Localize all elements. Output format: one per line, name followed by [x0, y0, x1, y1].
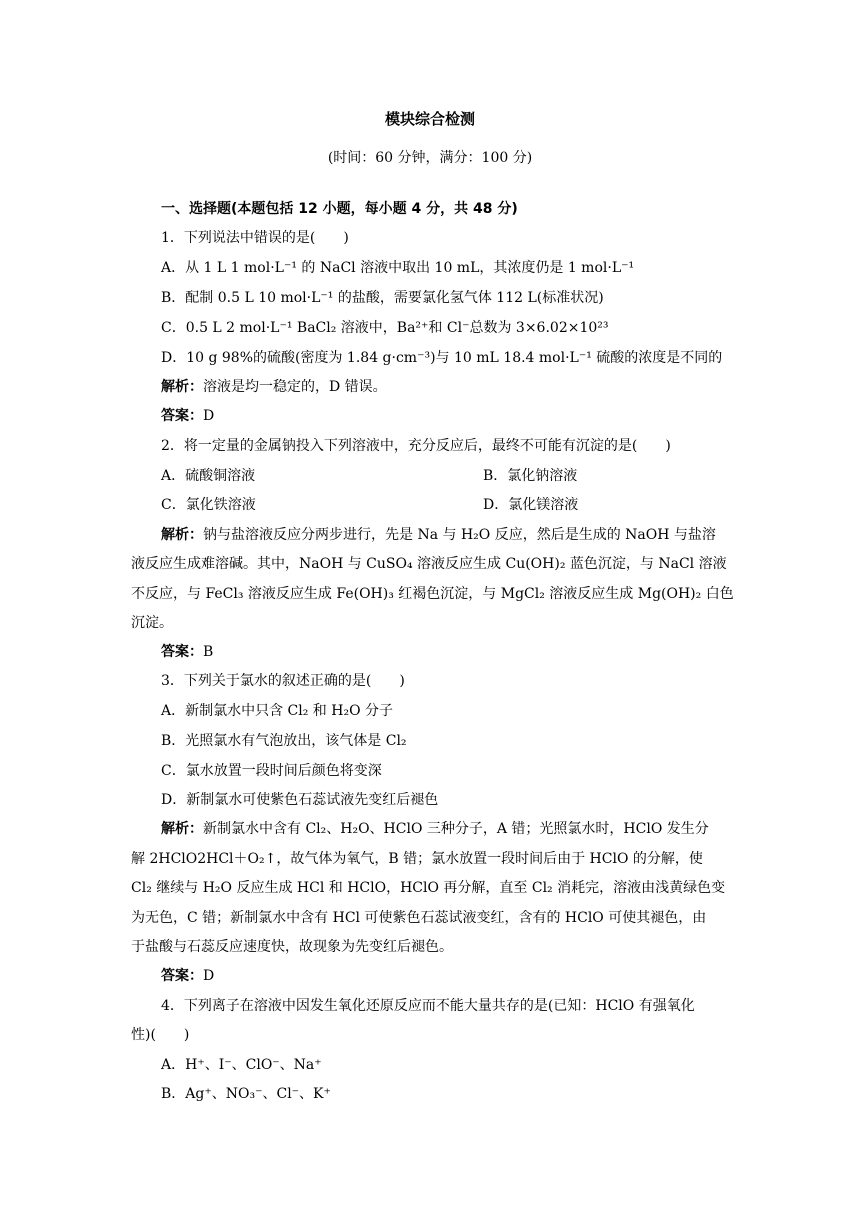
- q1-analysis: [161, 377, 387, 397]
- q3-option-b: B．光照氯水有气泡放出，该气体是 Cl₂: [161, 733, 407, 749]
- q4-option-b: B．Ag⁺、NO₃⁻、Cl⁻、K⁺: [161, 1086, 331, 1102]
- q2-stem: 2．将一定量的金属钠投入下列溶液中，充分反应后，最终不可能有沉淀的是( ): [161, 438, 671, 454]
- answer-value: D: [203, 408, 215, 424]
- q3-answer: [161, 966, 214, 986]
- analysis-text: 溶液是均一稳定的，D 错误。: [203, 379, 387, 395]
- q3-option-d: D．新制氯水可使紫色石蕊试液先变红后褪色: [161, 792, 439, 808]
- q1-answer: [161, 406, 214, 426]
- answer-label: 答案：: [161, 644, 203, 660]
- analysis-text: 钠与盐溶液反应分两步进行，先是 Na 与 H₂O 反应，然后是生成的 NaOH 与盐溶: [203, 527, 716, 543]
- q2-option-a: A．硫酸铜溶液: [161, 468, 256, 484]
- q1-option-a: A．从 1 L 1 mol·L⁻¹ 的 NaCl 溶液中取出 10 mL，其浓度仍是 1 mol·L⁻¹: [161, 260, 635, 276]
- answer-value: B: [203, 644, 214, 660]
- page-title: 模块综合检测: [384, 110, 475, 128]
- section-heading: 一、选择题(本题包括 12 小题，每小题 4 分，共 48 分): [161, 201, 518, 217]
- q2-answer: [161, 642, 213, 662]
- answer-label: 答案：: [161, 968, 203, 984]
- q3-analysis-line-5: 于盐酸与石蕊反应速度快，故现象为先变红后褪色。: [131, 939, 453, 955]
- analysis-text: 新制氯水中含有 Cl₂、H₂O、HClO 三种分子，A 错；光照氯水时，HClO 发生分: [203, 821, 709, 837]
- analysis-label: 解析：: [161, 379, 203, 395]
- answer-label: 答案：: [161, 408, 203, 424]
- answer-value: D: [203, 968, 215, 984]
- analysis-label: 解析：: [161, 527, 203, 543]
- q3-option-c: C．氯水放置一段时间后颜色将变深: [161, 763, 382, 779]
- q3-analysis-line-3: Cl₂ 继续与 H₂O 反应生成 HCl 和 HClO，HClO 再分解，直至 Cl₂ 消耗完，溶液由浅黄绿色变: [131, 880, 726, 896]
- q3-stem: 3．下列关于氯水的叙述正确的是( ): [161, 673, 405, 689]
- q1-option-c: C．0.5 L 2 mol·L⁻¹ BaCl₂ 溶液中，Ba²⁺和 Cl⁻总数为 3×6.02×10²³: [161, 320, 609, 336]
- q2-analysis-line-3: 不反应，与 FeCl₃ 溶液反应生成 Fe(OH)₃ 红褐色沉淀，与 MgCl₂ 溶液反应生成 Mg(OH)₂ 白色: [131, 586, 734, 602]
- q2-analysis-line-4: 沉淀。: [131, 615, 173, 631]
- q2-analysis-line-1: [161, 525, 716, 545]
- q3-analysis-line-4: 为无色，C 错；新制氯水中含有 HCl 可使紫色石蕊试液变红，含有的 HClO 可使其褪色，由: [131, 910, 707, 926]
- q1-option-b: B．配制 0.5 L 10 mol·L⁻¹ 的盐酸，需要氯化氢气体 112 L(标准状况): [161, 290, 604, 306]
- q1-stem: 1．下列说法中错误的是( ): [161, 230, 349, 246]
- page-subtitle: (时间：60 分钟，满分：100 分): [327, 150, 533, 166]
- q4-option-a: A．H⁺、I⁻、ClO⁻、Na⁺: [161, 1057, 322, 1073]
- q1-option-d: D．10 g 98%的硫酸(密度为 1.84 g·cm⁻³)与 10 mL 18.4 mol·L⁻¹ 硫酸的浓度是不同的: [161, 350, 723, 366]
- analysis-label: 解析：: [161, 821, 203, 837]
- q3-option-a: A．新制氯水中只含 Cl₂ 和 H₂O 分子: [161, 703, 394, 719]
- q4-stem-line-1: 4．下列离子在溶液中因发生氧化还原反应而不能大量共存的是(已知：HClO 有强氧化: [161, 998, 695, 1014]
- q2-analysis-line-2: 液反应生成难溶碱。其中，NaOH 与 CuSO₄ 溶液反应生成 Cu(OH)₂ 蓝色沉淀，与 NaCl 溶液: [131, 556, 727, 572]
- q2-option-b: B．氯化钠溶液: [483, 468, 578, 484]
- q3-analysis-line-1: [161, 819, 709, 839]
- q2-option-d: D．氯化镁溶液: [483, 497, 579, 513]
- q3-analysis-line-2: 解 2HClO2HCl＋O₂↑，故气体为氧气，B 错；氯水放置一段时间后由于 HClO 的分解，使: [131, 851, 703, 867]
- q4-stem-line-2: 性)( ): [131, 1027, 190, 1043]
- q2-option-c: C．氯化铁溶液: [161, 497, 256, 513]
